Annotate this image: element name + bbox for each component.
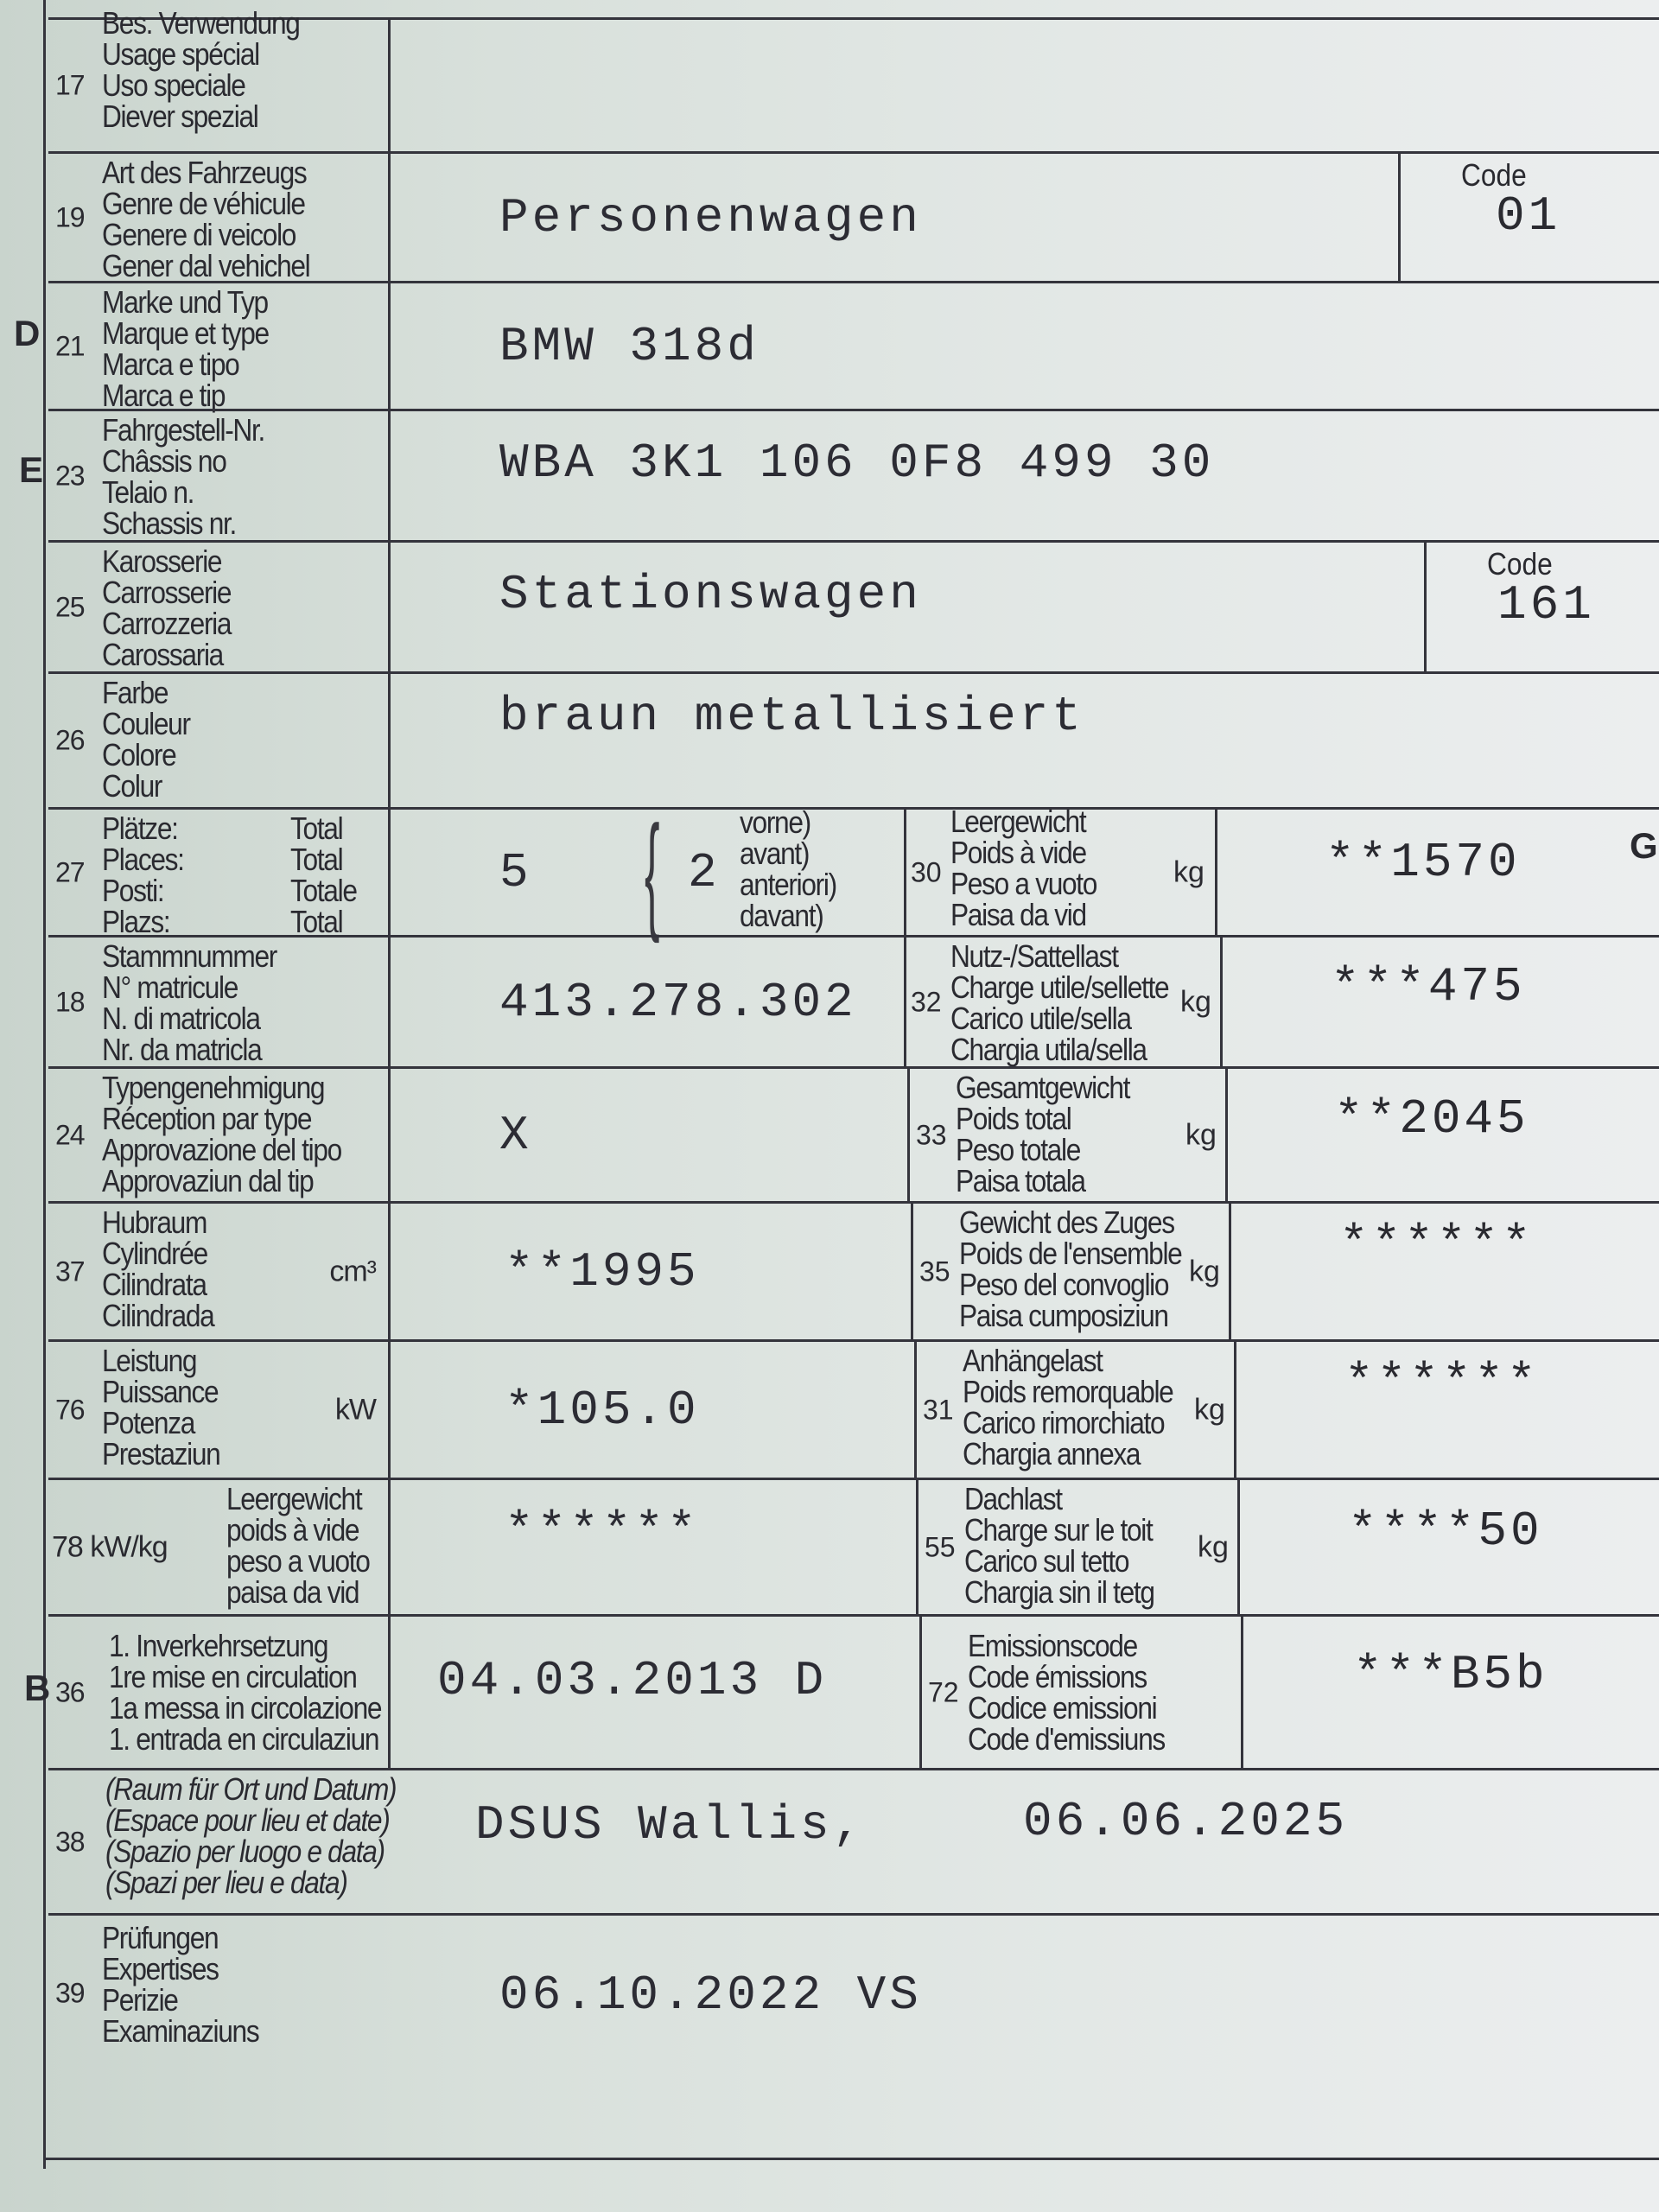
field-labels xyxy=(109,1630,381,1755)
label-de: Leergewicht xyxy=(226,1481,362,1516)
label-rm: (Spazi per lieu e data) xyxy=(105,1865,347,1900)
column-divider xyxy=(1234,1342,1236,1478)
label-fr: Places: xyxy=(102,842,184,877)
label-rm: Code d'emissiuns xyxy=(968,1721,1165,1757)
column-divider xyxy=(1237,1480,1240,1614)
margin-letter-d: D xyxy=(14,313,41,353)
label-fr: N° matricule xyxy=(102,969,238,1005)
seats-total-value: 5 xyxy=(499,844,532,900)
row-18-label xyxy=(48,938,391,1066)
label-rm: Chargia utila/sella xyxy=(950,1032,1147,1067)
row-26-color xyxy=(48,671,1659,807)
label-fr: Marque et type xyxy=(102,315,269,351)
label-de: Marke und Typ xyxy=(102,284,268,320)
label-fr: Poids remorquable xyxy=(963,1374,1173,1409)
label-fr: Couleur xyxy=(102,706,190,741)
label-de: Farbe xyxy=(102,675,168,710)
label-it: N. di matricola xyxy=(102,1001,260,1036)
field-number: 26 xyxy=(55,724,85,756)
label-it: Carico utile/sella xyxy=(950,1001,1131,1036)
label-it: Colore xyxy=(102,737,176,772)
label-it: Telaio n. xyxy=(102,474,194,510)
row-38-place-date xyxy=(48,1768,1659,1913)
row-23-label xyxy=(48,411,391,540)
row-38-label xyxy=(48,1770,397,1913)
row-23-chassis-number xyxy=(48,409,1659,540)
column-divider xyxy=(907,1069,910,1201)
column-divider xyxy=(904,810,906,935)
label-de: Plätze: xyxy=(102,810,178,846)
field-labels xyxy=(105,1771,397,1900)
unit-kg: kg xyxy=(1194,1393,1225,1426)
vehicle-type-code-box xyxy=(1398,154,1599,281)
inspection-value: 06.10.2022 VS xyxy=(499,1967,922,2023)
label-rm: Paisa totala xyxy=(956,1163,1085,1198)
label-rm: Chargia sin il tetg xyxy=(964,1574,1154,1610)
label-it: peso a vuoto xyxy=(226,1543,370,1579)
label-it: Peso del convoglio xyxy=(959,1267,1169,1302)
column-divider xyxy=(904,938,906,1066)
train-weight-value: ****** xyxy=(1339,1217,1535,1273)
row-76-power xyxy=(48,1339,1659,1478)
unit-kg: kg xyxy=(1180,985,1211,1018)
label-rm: Diever spezial xyxy=(102,99,258,134)
label-de: Art des Fahrzeugs xyxy=(102,155,307,190)
label-fr: 1re mise en circulation xyxy=(109,1659,357,1694)
label-front-fr: avant) xyxy=(740,836,810,871)
column-divider xyxy=(1241,1617,1243,1768)
field-number: 39 xyxy=(55,1977,85,2009)
field-labels xyxy=(102,1345,219,1470)
label-it: Approvazione del tipo xyxy=(102,1132,341,1167)
label-rm: Gener dal vehichel xyxy=(102,248,310,283)
field-number: 36 xyxy=(55,1676,85,1707)
column-divider xyxy=(1215,810,1217,935)
label-de: Nutz-/Sattellast xyxy=(950,938,1118,974)
field-labels xyxy=(102,1207,213,1332)
label-de: Bes. Verwendung xyxy=(102,5,300,41)
label-rm: Prestaziun xyxy=(102,1436,220,1471)
label-it: Cilindrata xyxy=(102,1267,207,1302)
vehicle-type-code: 01 xyxy=(1496,188,1561,244)
label-total-fr: Total xyxy=(290,842,343,877)
trailer-load-value: ****** xyxy=(1344,1355,1540,1411)
empty-weight-value: **1570 xyxy=(1325,834,1521,890)
field-number: 21 xyxy=(55,330,85,361)
label-front-it: anteriori) xyxy=(740,867,836,902)
roof-load-labels xyxy=(964,1481,1154,1610)
row-27-label xyxy=(48,810,391,939)
label-fr: Expertises xyxy=(102,1951,219,1986)
field-number: 72 xyxy=(928,1676,959,1707)
label-de: Stammnummer xyxy=(102,938,277,974)
label-it: 1a messa in circolazione xyxy=(109,1690,382,1726)
field-labels xyxy=(102,157,309,282)
field-number: 31 xyxy=(923,1394,954,1425)
row-78-label xyxy=(48,1480,391,1614)
margin-letter-e: E xyxy=(19,449,44,490)
label-rm: paisa da vid xyxy=(226,1574,359,1610)
label-front-rm: davant) xyxy=(740,898,823,933)
row-24-label xyxy=(48,1069,391,1201)
label-rm: Schassis nr. xyxy=(102,505,236,541)
payload-labels xyxy=(950,938,1169,1067)
label-rm: 1. entrada en circulaziun xyxy=(109,1721,379,1757)
label-de: Fahrgestell-Nr. xyxy=(102,412,264,448)
label-rm: Approvaziun dal tip xyxy=(102,1163,314,1198)
roof-load-value: ****50 xyxy=(1348,1503,1543,1559)
label-rm: Plazs: xyxy=(102,904,170,939)
column-divider xyxy=(1220,938,1223,1066)
label-fr: Châssis no xyxy=(102,443,226,479)
field-number: 17 xyxy=(55,69,85,101)
field-labels xyxy=(102,5,300,134)
label-de: Leergewicht xyxy=(950,804,1086,839)
field-labels xyxy=(102,810,184,939)
field-labels xyxy=(226,1481,370,1610)
label-de: Gewicht des Zuges xyxy=(959,1205,1174,1240)
row-17-label xyxy=(48,5,391,151)
field-number: 25 xyxy=(55,591,85,622)
label-total-de: Total xyxy=(290,810,343,846)
row-36-first-registration xyxy=(48,1614,1659,1768)
row-19-vehicle-type xyxy=(48,151,1659,281)
label-it: Genere di veicolo xyxy=(102,217,296,252)
label-it: Marca e tipo xyxy=(102,346,239,382)
row-27-seats xyxy=(48,798,1659,944)
row-21-label xyxy=(48,283,391,413)
label-fr: Poids total xyxy=(956,1101,1071,1136)
column-divider xyxy=(914,1342,917,1478)
unit-kg: kg xyxy=(1189,1255,1220,1287)
trailer-load-labels xyxy=(963,1345,1173,1470)
field-labels xyxy=(102,284,269,413)
column-divider xyxy=(1225,1069,1228,1201)
label-fr: Poids de l'ensemble xyxy=(959,1236,1182,1271)
power-value: *105.0 xyxy=(505,1382,700,1438)
field-labels xyxy=(102,543,232,672)
label-rm: Examinaziuns xyxy=(102,2013,259,2049)
payload-value: ***475 xyxy=(1331,958,1526,1014)
train-weight-labels xyxy=(959,1207,1181,1332)
unit-kw: kW xyxy=(334,1393,376,1426)
label-rm: Marca e tip xyxy=(102,378,226,413)
unit-kg: kg xyxy=(1173,855,1205,888)
field-number: 30 xyxy=(911,856,942,887)
label-rm: Paisa cumposiziun xyxy=(959,1298,1168,1333)
row-17-special-use xyxy=(48,5,1659,151)
label-it: Peso totale xyxy=(956,1132,1080,1167)
label-it: (Spazio per luogo e data) xyxy=(105,1834,385,1869)
vehicle-type-value: Personenwagen xyxy=(499,189,922,245)
master-number-value: 413.278.302 xyxy=(499,974,857,1030)
label-fr: Puissance xyxy=(102,1374,219,1409)
label-it: Carico rimorchiato xyxy=(963,1405,1165,1440)
issue-place-value: DSUS Wallis, xyxy=(475,1796,866,1853)
row-36-label xyxy=(48,1617,391,1768)
unit-cm3: cm³ xyxy=(329,1255,376,1287)
unit-kg: kg xyxy=(1198,1530,1229,1563)
label-total-it: Totale xyxy=(290,873,357,908)
label-fr: Réception par type xyxy=(102,1101,312,1136)
label-fr: (Espace pour lieu et date) xyxy=(105,1802,390,1838)
field-number: 32 xyxy=(911,986,942,1017)
label-de: 1. Inverkehrsetzung xyxy=(109,1628,328,1663)
label-it: Peso a vuoto xyxy=(950,866,1097,901)
row-39-label xyxy=(48,1916,391,2158)
label-front-de: vorne) xyxy=(740,804,810,840)
label-de: Hubraum xyxy=(102,1205,207,1240)
body-code: 161 xyxy=(1497,577,1595,632)
field-number: 18 xyxy=(55,986,85,1017)
label-fr: Code émissions xyxy=(968,1659,1147,1694)
label-de: (Raum für Ort und Datum) xyxy=(105,1771,397,1807)
label-fr: Carrosserie xyxy=(102,575,232,610)
row-78-power-to-weight xyxy=(48,1478,1659,1614)
code-label: Code xyxy=(1461,157,1527,193)
field-labels xyxy=(102,677,190,802)
row-37-label xyxy=(48,1204,391,1339)
row-24-type-approval xyxy=(48,1066,1659,1201)
emission-code-labels xyxy=(968,1630,1165,1755)
row-25-label xyxy=(48,543,391,671)
margin-letter-g: G xyxy=(1630,825,1658,866)
seats-front-labels xyxy=(740,804,836,933)
row-19-label xyxy=(48,154,391,281)
field-number: 33 xyxy=(916,1119,947,1150)
displacement-value: **1995 xyxy=(505,1243,700,1300)
body-code-box xyxy=(1424,543,1624,671)
field-number: 19 xyxy=(55,201,85,232)
label-fr: Charge utile/sellette xyxy=(950,969,1169,1005)
row-25-body xyxy=(48,540,1659,671)
row-37-displacement xyxy=(48,1201,1659,1339)
label-it: Codice emissioni xyxy=(968,1690,1157,1726)
row-21-make-model xyxy=(48,281,1659,413)
label-de: Gesamtgewicht xyxy=(956,1070,1130,1105)
color-value: braun metallisiert xyxy=(499,689,1084,745)
bottom-border xyxy=(43,2158,1659,2160)
brace-icon: { xyxy=(645,798,660,944)
row-39-inspections xyxy=(48,1913,1659,2158)
label-de: Leistung xyxy=(102,1343,197,1378)
field-labels xyxy=(102,938,277,1067)
field-number: 55 xyxy=(925,1531,956,1562)
label-rm: Chargia annexa xyxy=(963,1436,1141,1471)
row-18-master-number xyxy=(48,935,1659,1066)
label-it: Uso speciale xyxy=(102,67,245,103)
label-it: Perizie xyxy=(102,1982,178,2018)
row-76-label xyxy=(48,1342,391,1478)
emission-code-value: ***B5b xyxy=(1353,1646,1548,1702)
field-labels xyxy=(102,412,264,541)
label-de: Emissionscode xyxy=(968,1628,1137,1663)
label-rm: Colur xyxy=(102,768,162,804)
column-divider xyxy=(1229,1204,1231,1339)
seats-front-value: 2 xyxy=(688,844,721,900)
field-number: 27 xyxy=(55,856,85,887)
vehicle-registration-document xyxy=(14,0,1659,2169)
label-fr: Charge sur le toit xyxy=(964,1512,1153,1548)
field-number: 24 xyxy=(55,1119,85,1150)
field-number: 38 xyxy=(55,1826,85,1857)
field-number: 35 xyxy=(919,1255,950,1287)
label-de: Anhängelast xyxy=(963,1343,1103,1378)
label-fr: poids à vide xyxy=(226,1512,359,1548)
label-fr: Poids à vide xyxy=(950,835,1086,870)
label-it: Posti: xyxy=(102,873,164,908)
field-labels xyxy=(102,1920,259,2049)
field-number: 37 xyxy=(55,1255,85,1287)
first-registration-value: 04.03.2013 D xyxy=(437,1652,828,1708)
label-rm: Carossaria xyxy=(102,637,223,672)
row-26-label xyxy=(48,674,391,807)
column-divider xyxy=(919,1617,922,1768)
total-weight-labels xyxy=(956,1072,1129,1197)
label-it: Carico sul tetto xyxy=(964,1543,1129,1579)
label-it: Carrozzeria xyxy=(102,606,232,641)
empty-weight-labels xyxy=(950,806,1096,931)
margin-letter-b: B xyxy=(24,1668,51,1708)
field-labels xyxy=(102,1072,341,1197)
label-fr: Usage spécial xyxy=(102,36,259,72)
label-fr: Genre de véhicule xyxy=(102,186,305,221)
issue-date-value: 06.06.2025 xyxy=(1023,1794,1349,1850)
label-de: Dachlast xyxy=(964,1481,1062,1516)
type-approval-value: X xyxy=(499,1107,532,1163)
label-de: Typengenehmigung xyxy=(102,1070,325,1105)
power-to-weight-value: ****** xyxy=(505,1503,700,1559)
label-rm: Paisa da vid xyxy=(950,897,1086,932)
code-label: Code xyxy=(1487,546,1553,582)
column-divider xyxy=(911,1204,913,1339)
field-number: 76 xyxy=(55,1394,85,1425)
field-labels-total xyxy=(290,810,357,939)
label-de: Prüfungen xyxy=(102,1920,219,1955)
field-number: 23 xyxy=(55,460,85,491)
label-it: Potenza xyxy=(102,1405,195,1440)
label-rm: Cilindrada xyxy=(102,1298,214,1333)
label-fr: Cylindrée xyxy=(102,1236,207,1271)
label-rm: Nr. da matricla xyxy=(102,1032,262,1067)
label-total-rm: Total xyxy=(290,904,343,939)
total-weight-value: **2045 xyxy=(1334,1091,1529,1147)
column-divider xyxy=(916,1480,918,1614)
chassis-number-value: WBA 3K1 106 0F8 499 30 xyxy=(499,435,1215,491)
field-number: 78 kW/kg xyxy=(52,1530,168,1563)
label-de: Karosserie xyxy=(102,543,222,579)
make-model-value: BMW 318d xyxy=(499,318,760,374)
left-border xyxy=(43,0,46,2169)
unit-kg: kg xyxy=(1185,1118,1217,1151)
body-type-value: Stationswagen xyxy=(499,566,922,622)
